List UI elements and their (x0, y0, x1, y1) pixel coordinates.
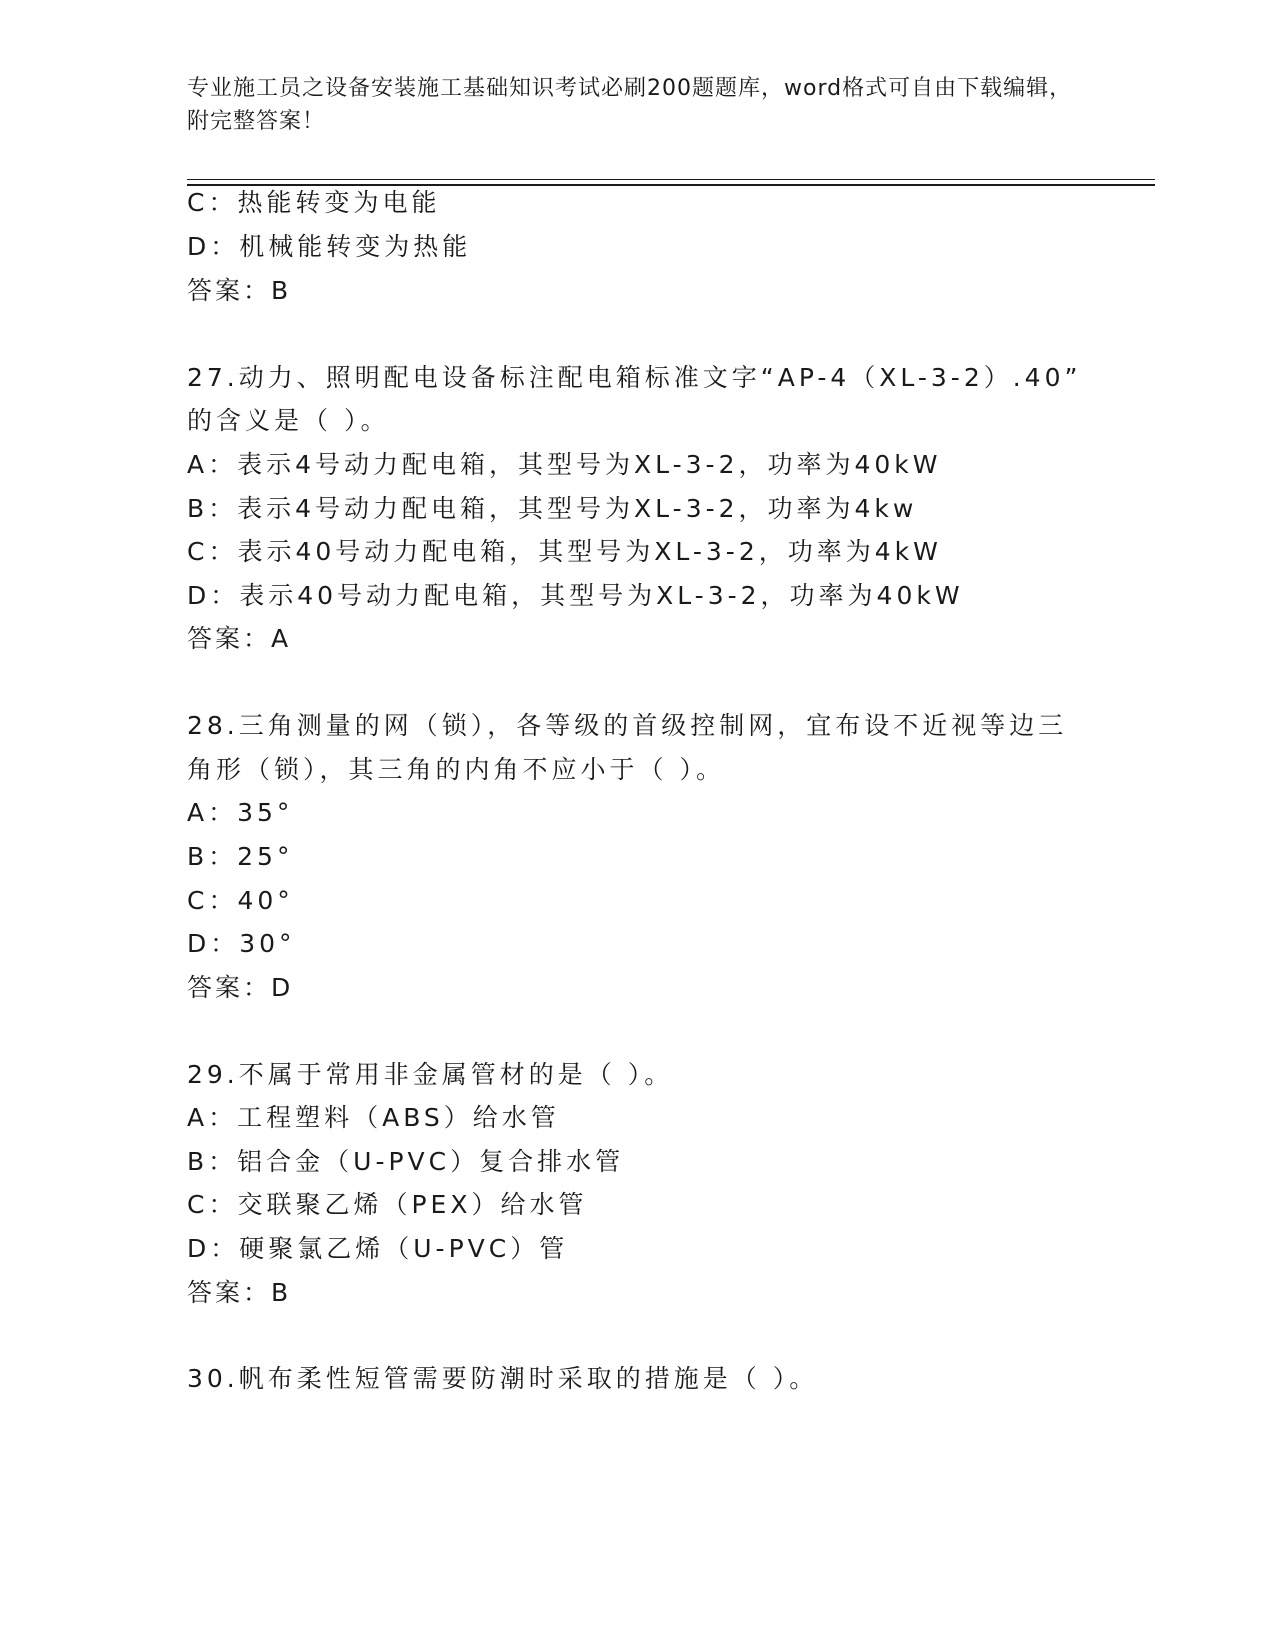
q29-stem-line1: 29.不属于常用非金属管材的是（ ）。 (187, 1060, 674, 1089)
q28-option-b: B：25° (187, 842, 294, 871)
q28-answer: 答案：D (187, 973, 294, 1002)
q28-option-a: A：35° (187, 798, 294, 827)
q27-option-c: C：表示40号动力配电箱，其型号为XL-3-2，功率为4kW (187, 537, 942, 566)
q29-option-d: D：硬聚氯乙烯（U-PVC）管 (187, 1234, 569, 1263)
q27-option-d: D：表示40号动力配电箱，其型号为XL-3-2，功率为40kW (187, 581, 964, 610)
prev-answer: 答案：B (187, 276, 292, 305)
q29-option-b: B：铝合金（U-PVC）复合排水管 (187, 1147, 625, 1176)
q29-option-a: A：工程塑料（ABS）给水管 (187, 1103, 560, 1132)
q27-stem-line1: 27.动力、照明配电设备标注配电箱标准文字“AP-4（XL-3-2）.40” (187, 363, 1082, 392)
q28-stem-line1: 28.三角测量的网（锁），各等级的首级控制网，宜布设不近视等边三 (187, 711, 1068, 740)
q29-answer: 答案：B (187, 1278, 292, 1307)
q28-stem-line2: 角形（锁），其三角的内角不应小于（ ）。 (187, 755, 725, 784)
prev-option-c: C：热能转变为电能 (187, 188, 441, 217)
document-header-title: 专业施工员之设备安装施工基础知识考试必刷200题题库，word格式可自由下载编辑，附完整答案！ (187, 76, 1073, 134)
q28-option-c: C：40° (187, 886, 294, 915)
q27-answer: 答案：A (187, 624, 292, 653)
q29-option-c: C：交联聚乙烯（PEX）给水管 (187, 1190, 588, 1219)
header-rule-thick (187, 184, 1155, 186)
q27-option-a: A：表示4号动力配电箱，其型号为XL-3-2，功率为40kW (187, 450, 942, 479)
q30-stem-line1: 30.帆布柔性短管需要防潮时采取的措施是（ ）。 (187, 1364, 819, 1393)
header-rule-thin (187, 179, 1155, 180)
q27-stem-line2: 的含义是（ ）。 (187, 406, 390, 435)
q27-option-b: B：表示4号动力配电箱，其型号为XL-3-2，功率为4kw (187, 494, 918, 523)
prev-option-d: D：机械能转变为热能 (187, 232, 472, 261)
q28-option-d: D：30° (187, 929, 296, 958)
